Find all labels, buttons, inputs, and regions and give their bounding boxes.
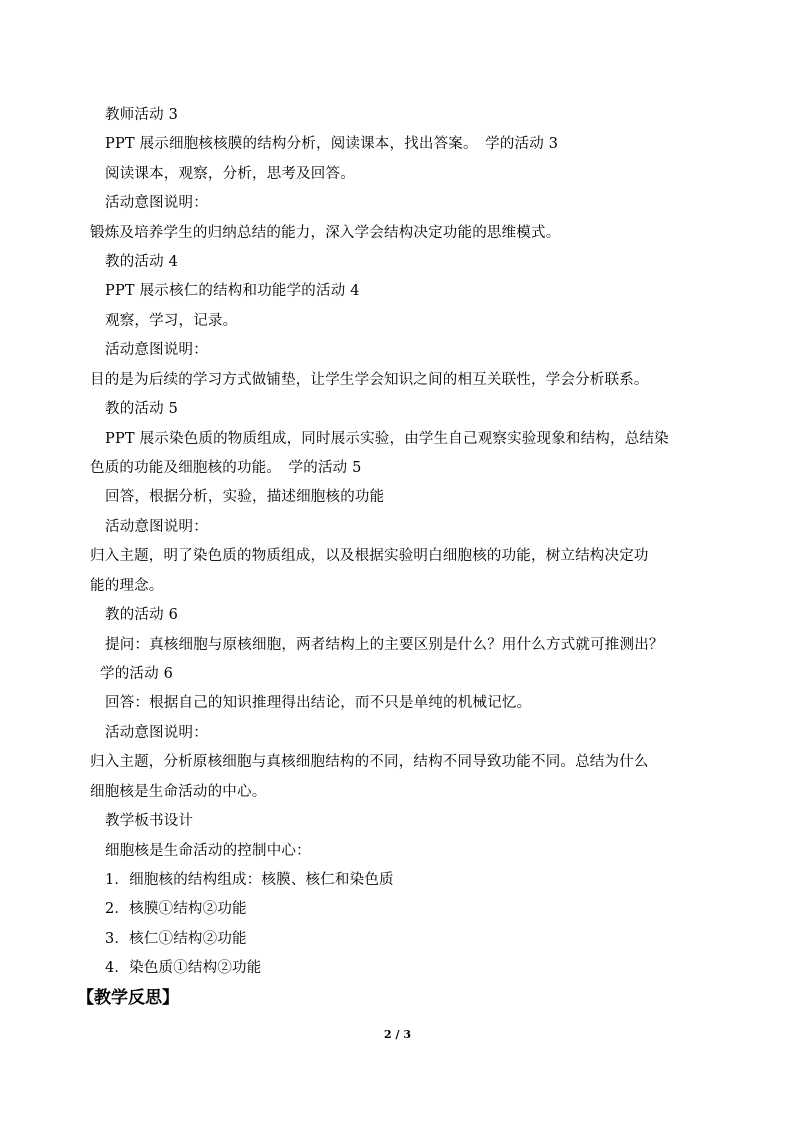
text-line: 阅读课本，观察，分析，思考及回答。	[105, 166, 355, 182]
text-line: 活动意图说明：	[105, 195, 208, 211]
text-line: 教学板书设计	[105, 813, 194, 829]
list-item: 3．核仁①结构②功能	[105, 931, 247, 947]
text-line: 目的是为后续的学习方式做铺垫，让学生学会知识之间的相互关联性，学会分析联系。	[90, 372, 649, 388]
text-line: PPT 展示核仁的结构和功能学的活动 4	[105, 283, 360, 299]
text-line: 活动意图说明：	[105, 342, 208, 358]
text-line: 细胞核是生命活动的中心。	[90, 784, 267, 800]
text-line: 提问：真核细胞与原核细胞，两者结构上的主要区别是什么？用什么方式就可推测出？	[105, 637, 664, 653]
text-line: 教的活动 4	[105, 254, 179, 270]
text-line: 教的活动 5	[105, 401, 179, 417]
text-line: 活动意图说明：	[105, 725, 208, 741]
list-item: 4．染色质①结构②功能	[105, 960, 262, 976]
text-line: 教师活动 3	[105, 107, 179, 123]
text-line: 教的活动 6	[105, 607, 179, 623]
text-line: 锻炼及培养学生的归纳总结的能力，深入学会结构决定功能的思维模式。	[90, 225, 561, 241]
text-line: 细胞核是生命活动的控制中心：	[105, 843, 311, 859]
text-line: 回答，根据分析，实验，描述细胞核的功能	[105, 489, 385, 505]
text-line: PPT 展示细胞核核膜的结构分析，阅读课本，找出答案。 学的活动 3	[105, 136, 559, 152]
list-item: 1．细胞核的结构组成：核膜、核仁和染色质	[105, 872, 394, 888]
text-line: 观察，学习，记录。	[105, 313, 238, 329]
text-line: 色质的功能及细胞核的功能。 学的活动 5	[90, 460, 362, 476]
section-heading: 【教学反思】	[77, 988, 179, 1008]
list-item: 2．核膜①结构②功能	[105, 901, 247, 917]
text-line: 学的活动 6	[100, 666, 174, 682]
text-line: 回答：根据自己的知识推理得出结论，而不只是单纯的机械记忆。	[105, 695, 532, 711]
text-line: 归入主题，明了染色质的物质组成，以及根据实验明白细胞核的功能，树立结构决定功	[90, 548, 649, 564]
text-line: 活动意图说明：	[105, 519, 208, 535]
text-line: 能的理念。	[90, 578, 164, 594]
page-number: 2 / 3	[384, 1028, 411, 1041]
text-line: PPT 展示染色质的物质组成，同时展示实验，由学生自己观察实验现象和结构，总结染	[105, 431, 669, 447]
text-line: 归入主题，分析原核细胞与真核细胞结构的不同，结构不同导致功能不同。总结为什么	[90, 754, 649, 770]
